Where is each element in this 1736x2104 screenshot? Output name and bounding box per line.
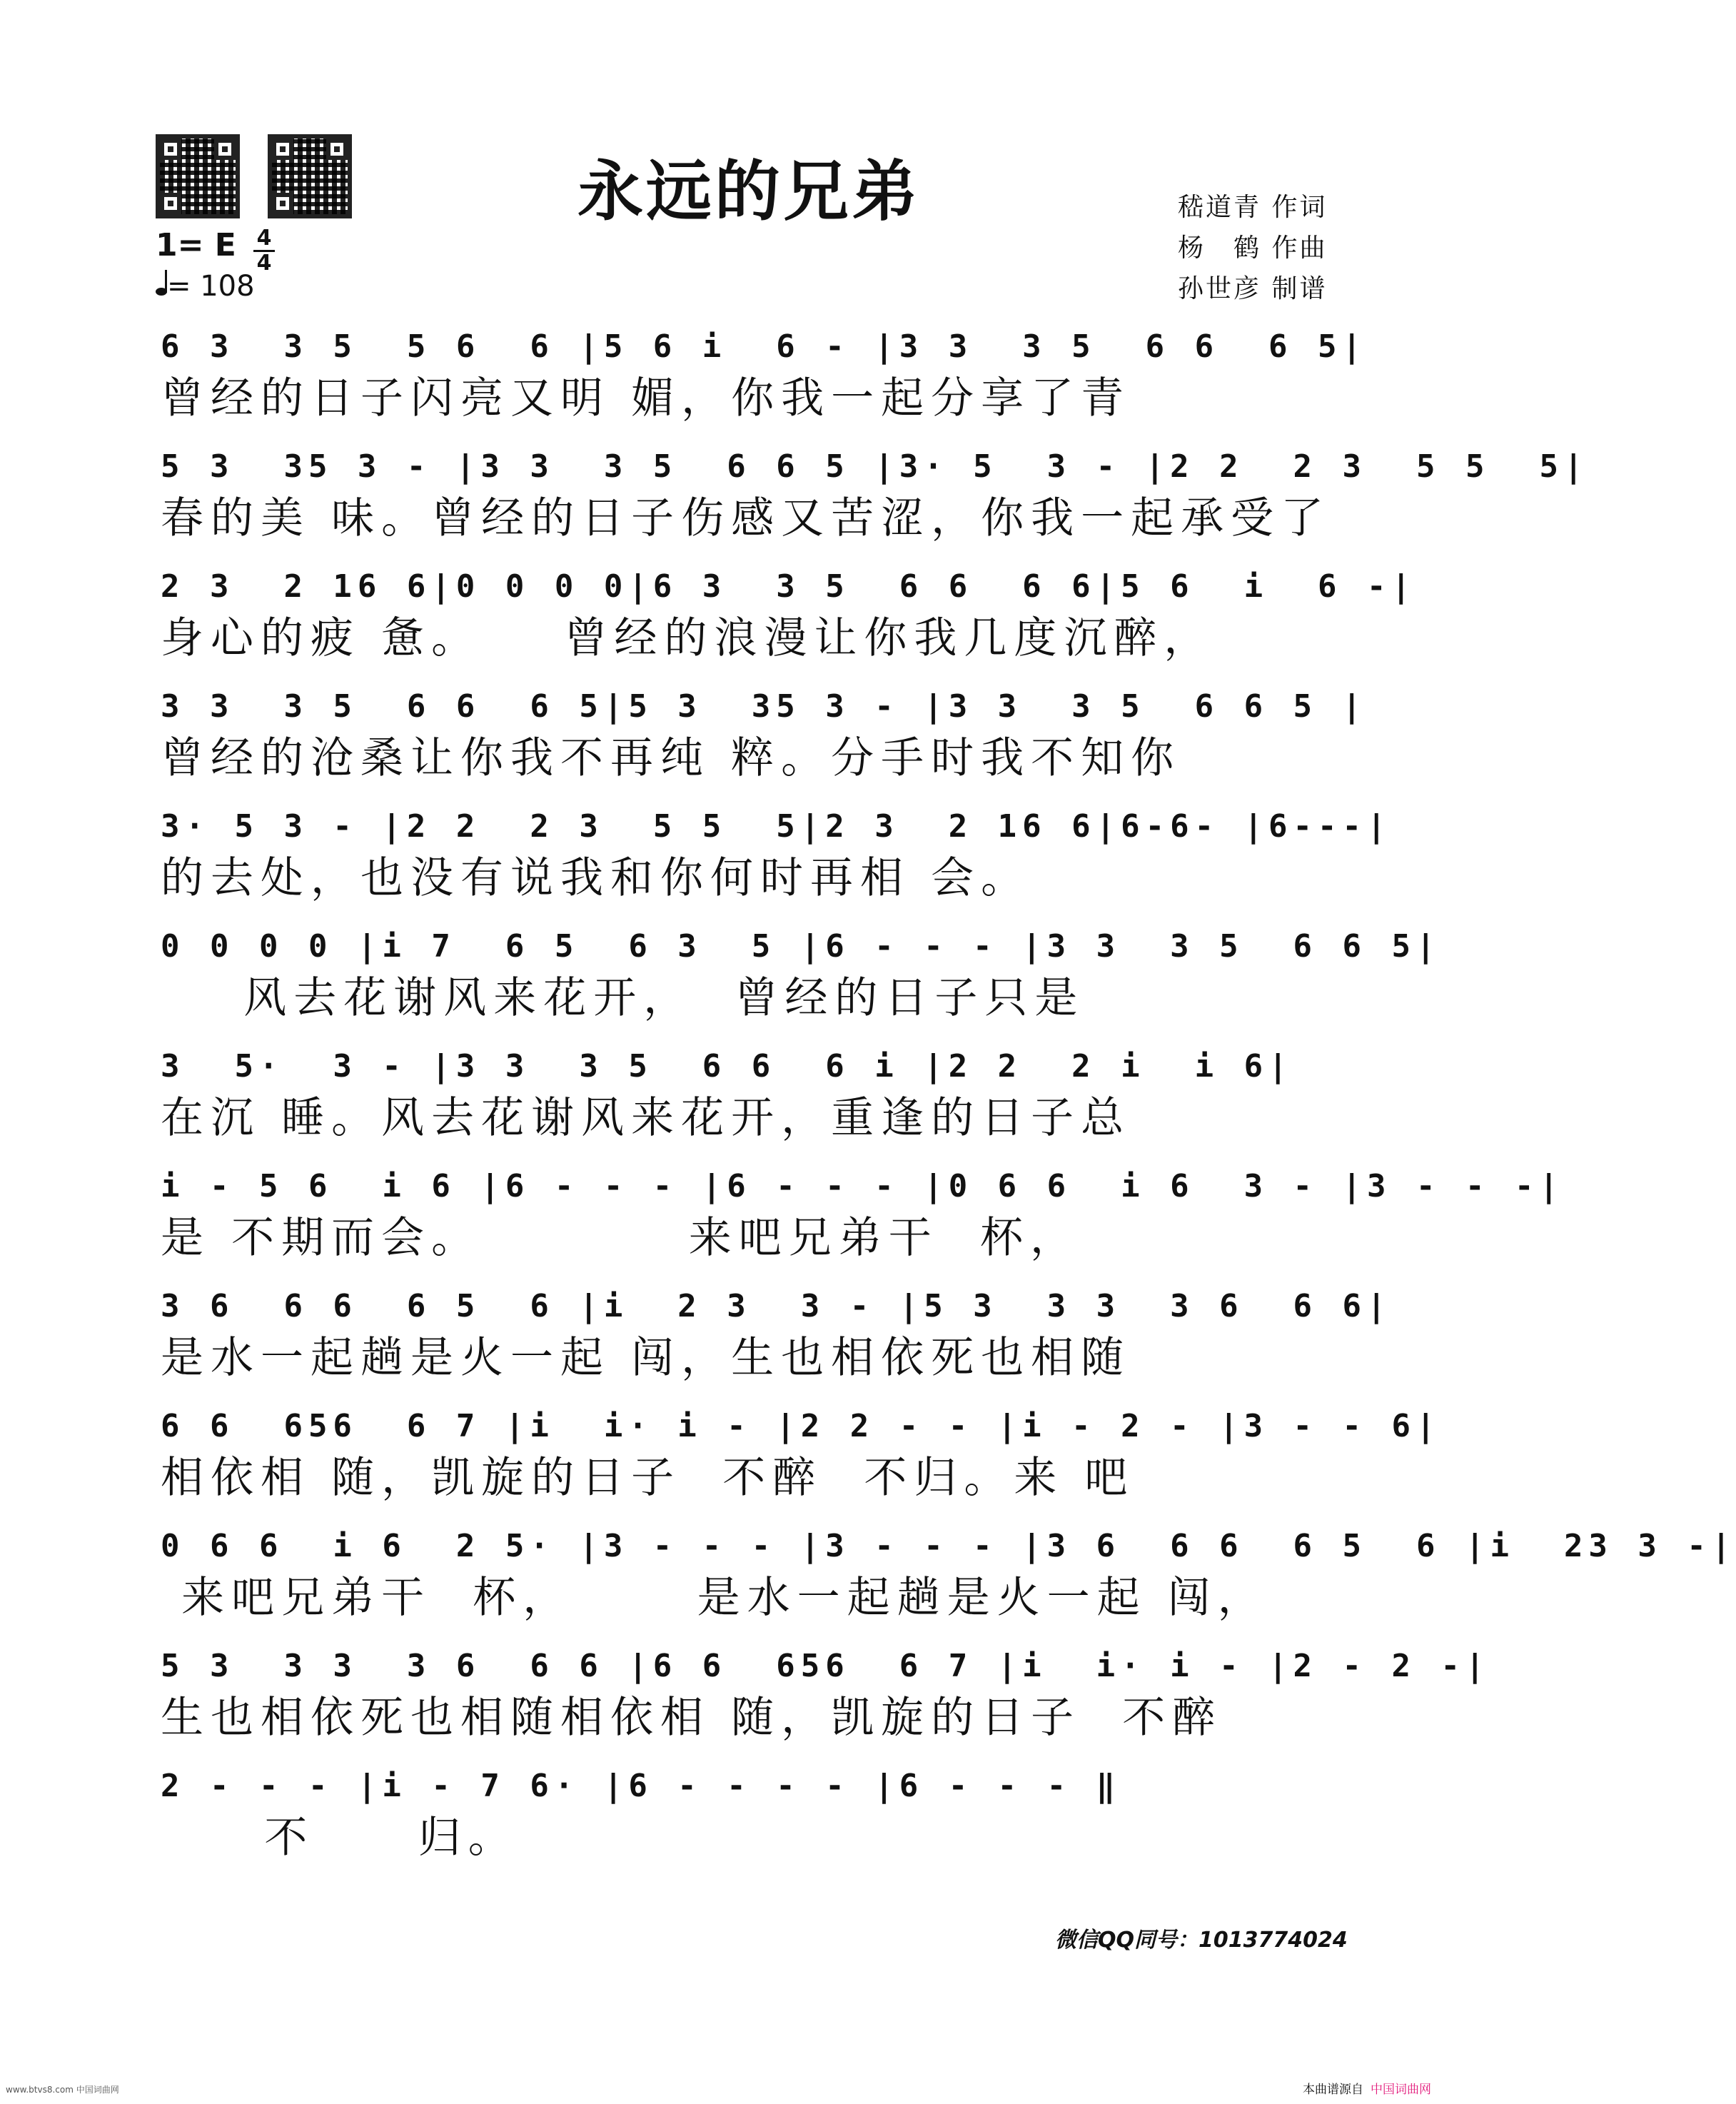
arranger: 孙世彦 制谱 [1178, 274, 1328, 303]
credits [1178, 187, 1327, 309]
lyrics-row-10: 相依相 随，凯旋的日子 不醉 不归。来 吧 [161, 1453, 1135, 1503]
lyrics-row-11: 来吧兄弟干 杯， 是水一起趟是火一起 闯， [161, 1573, 1268, 1623]
footer-brand: 中国词曲网 [1371, 2083, 1431, 2097]
notation-row-5: 3· 5 3 - |2 2 2 3 5 5 5|2 3 2 16 6|6-6- |6---| [161, 808, 1392, 845]
footer-right [1303, 2079, 1431, 2097]
notation-row-1: 6 3 3 5 5 6 6 |5 6 i 6 - |3 3 3 5 6 6 6 5| [161, 328, 1368, 365]
time-signature-top: 4 [256, 226, 272, 251]
lyricist: 嵇道青 作词 [1178, 193, 1328, 222]
tempo-value: = 108 [167, 270, 255, 303]
lyrics-row-6: 风去花谢风来花开， 曾经的日子只是 [161, 973, 1085, 1023]
time-signature-bottom: 4 [256, 251, 272, 276]
lyrics-row-2: 春的美 味。曾经的日子伤感又苦涩，你我一起承受了 [161, 493, 1331, 543]
lyrics-row-8: 是 不期而会。 来吧兄弟干 杯， [161, 1213, 1080, 1263]
lyrics-row-7: 在沉 睡。风去花谢风来花开，重逢的日子总 [161, 1093, 1131, 1143]
notation-row-6: 0 0 0 0 |i 7 6 5 6 3 5 |6 - - - |3 3 3 5 6 6 5| [161, 928, 1441, 965]
notation-row-3: 2 3 2 16 6|0 0 0 0|6 3 3 5 6 6 6 6|5 6 i 6 -| [161, 568, 1417, 605]
footer-source-label: 本曲谱源自 [1303, 2083, 1363, 2097]
lyrics-row-5: 的去处，也没有说我和你何时再相 会。 [161, 853, 1031, 903]
time-signature [253, 227, 275, 275]
song-title: 永远的兄弟 [577, 153, 920, 230]
lyrics-row-9: 是水一起趟是火一起 闯，生也相依死也相随 [161, 1333, 1131, 1383]
key-signature: 1= E [156, 227, 236, 263]
notation-row-12: 5 3 3 3 3 6 6 6 |6 6 656 6 7 |i i· i - |2 - 2 -| [161, 1648, 1490, 1684]
lyrics-row-3: 身心的疲 惫。 曾经的浪漫让你我几度沉醉， [161, 613, 1214, 663]
notation-row-11: 0 6 6 i 6 2 5· |3 - - - |3 - - - |3 6 6 6 6 5 6 |i 23 3 -| [161, 1528, 1736, 1564]
lyrics-row-1: 曾经的日子闪亮又明 媚，你我一起分享了青 [161, 373, 1131, 423]
wechat-contact: 微信QQ同号：1013774024 [1055, 1928, 1348, 1953]
notation-row-7: 3 5· 3 - |3 3 3 5 6 6 6 i |2 2 2 i i 6| [161, 1048, 1293, 1084]
quarter-note-icon [156, 270, 167, 296]
notation-row-2: 5 3 35 3 - |3 3 3 5 6 6 5 |3· 5 3 - |2 2 2 3 5 5 5| [161, 448, 1589, 485]
footer-left: www.btvs8.com 中国词曲网 [6, 2085, 119, 2095]
notation-row-13: 2 - - - |i - 7 6· |6 - - - - |6 - - - ‖ [161, 1768, 1121, 1804]
notation-row-10: 6 6 656 6 7 |i i· i - |2 2 - - |i - 2 - |3 - - 6| [161, 1408, 1441, 1444]
notation-row-9: 3 6 6 6 6 5 6 |i 2 3 3 - |5 3 3 3 3 6 6 6| [161, 1288, 1392, 1324]
lyrics-row-12: 生也相依死也相随相依相 随，凯旋的日子 不醉 [161, 1693, 1223, 1743]
notation-row-8: i - 5 6 i 6 |6 - - - |6 - - - |0 6 6 i 6 3 - |3 - - -| [161, 1168, 1564, 1204]
tempo-marking [156, 270, 255, 303]
lyrics-row-13: 不 归。 [161, 1813, 518, 1863]
lyrics-row-4: 曾经的沧桑让你我不再纯 粹。分手时我不知你 [161, 733, 1181, 783]
notation-row-4: 3 3 3 5 6 6 6 5|5 3 35 3 - |3 3 3 5 6 6 5 | [161, 688, 1368, 725]
composer: 杨 鹤 作曲 [1178, 233, 1328, 263]
